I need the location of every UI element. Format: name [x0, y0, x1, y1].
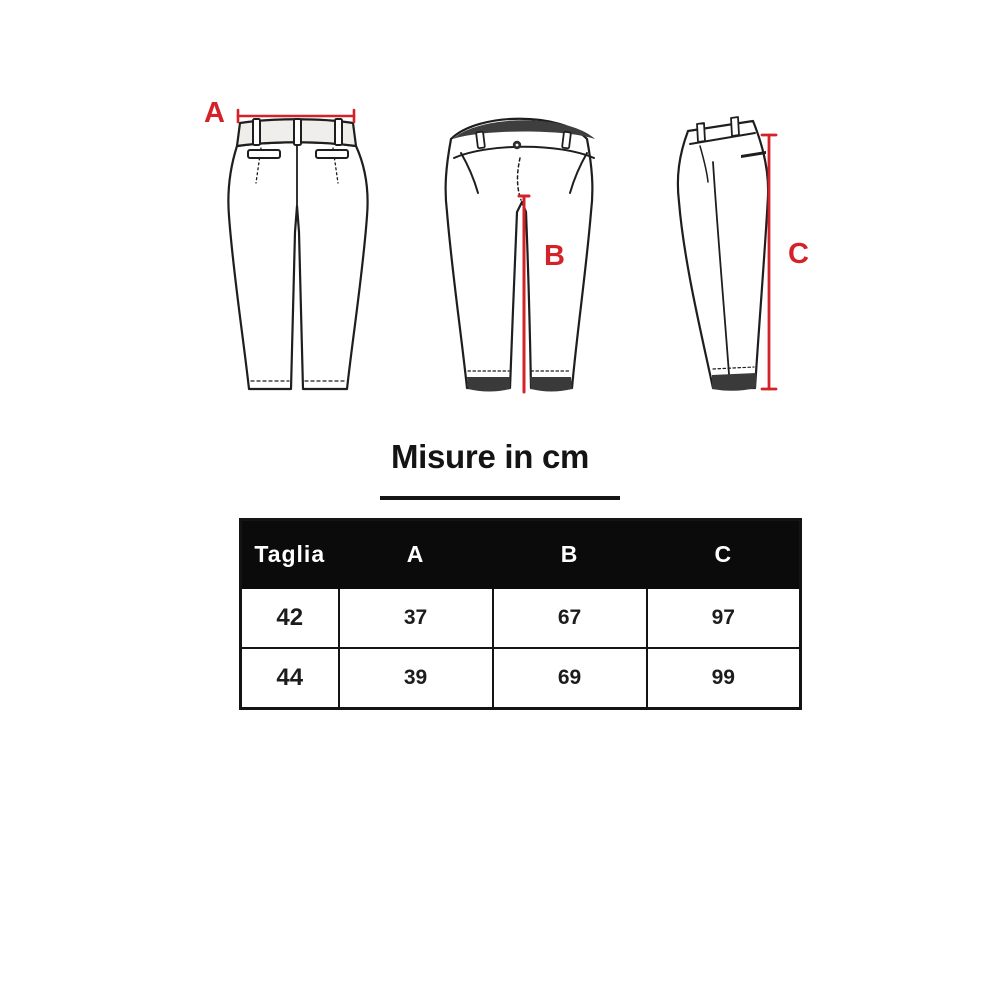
title-underline: [380, 496, 620, 500]
cell-measure-b: 69: [493, 648, 647, 709]
measure-label-c: C: [788, 238, 809, 270]
size-table: [239, 518, 802, 710]
cell-measure-a: 39: [339, 648, 493, 709]
size-row-42: [241, 588, 801, 648]
cell-measure-a: 37: [339, 588, 493, 648]
col-header-b: B: [493, 520, 647, 589]
page-title: Misure in cm: [390, 438, 590, 475]
cell-size: 42: [241, 588, 339, 648]
pants-front-view-drawing: [446, 119, 595, 392]
size-table-header-row: [241, 520, 801, 589]
pants-back-view-drawing: [228, 119, 367, 389]
measure-label-a: A: [204, 97, 225, 129]
cell-measure-b: 67: [493, 588, 647, 648]
pants-side-view-drawing: [678, 117, 768, 391]
cell-size: 44: [241, 648, 339, 709]
col-header-a: A: [339, 520, 493, 589]
cell-measure-c: 97: [647, 588, 801, 648]
size-row-44: [241, 648, 801, 709]
measure-label-b: B: [544, 240, 565, 272]
col-header-taglia: Taglia: [241, 520, 339, 589]
col-header-c: C: [647, 520, 801, 589]
cell-measure-c: 99: [647, 648, 801, 709]
